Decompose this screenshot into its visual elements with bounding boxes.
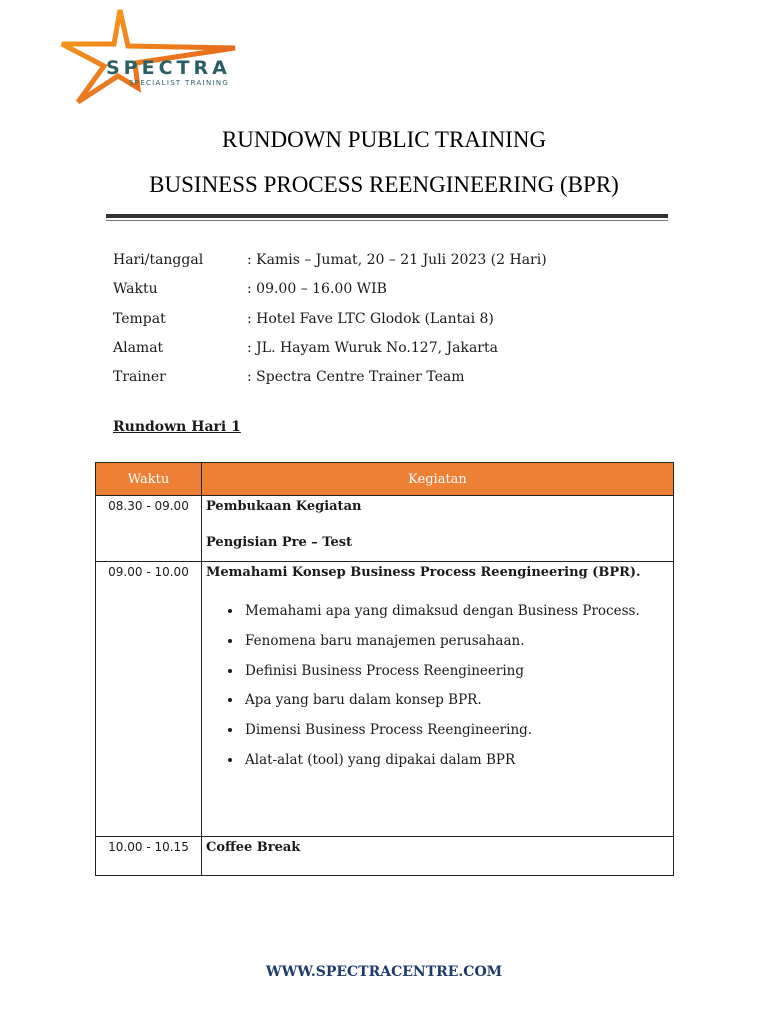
activity-title: Pembukaan Kegiatan [206,499,362,514]
list-item: • Definisi Business Process Reengineering [243,662,669,680]
info-value: : Hotel Fave LTC Glodok (Lantai 8) [247,310,494,327]
list-item: • Fenomena baru manajemen perusahaan. [243,632,669,650]
activity-cell [202,562,674,837]
info-value: : Spectra Centre Trainer Team [247,369,465,386]
info-label: Trainer [113,369,166,386]
page-subtitle: BUSINESS PROCESS REENGINEERING (BPR) [149,172,619,197]
list-item: • Alat-alat (tool) yang dipakai dalam BPR [243,751,669,769]
table-row [96,837,674,876]
activity-subtitle: Pengisian Pre – Test [206,535,353,550]
page-title: RUNDOWN PUBLIC TRAINING [221,127,547,152]
info-label: Hari/tanggal [113,252,204,268]
table-row [96,496,674,562]
rundown-table [95,462,674,876]
activity-cell [202,837,674,876]
info-value: : 09.00 – 16.00 WIB [247,281,387,298]
info-value: : JL. Hayam Wuruk No.127, Jakarta [247,339,498,356]
list-item: • Memahami apa yang dimaksud dengan Business Process. [243,602,669,620]
info-label: Tempat [113,310,166,327]
section-title: Rundown Hari 1 [113,419,241,435]
footer-website-link[interactable]: WWW.SPECTRACENTRE.COM [265,964,503,980]
info-label: Alamat [113,339,164,356]
info-label: Waktu [113,281,158,298]
column-header-activity: Kegiatan [202,463,674,496]
title-divider-thin [106,220,668,221]
star-logo-icon [60,8,240,104]
activity-cell [202,496,674,562]
logo-tagline: SPECIALIST TRAINING [129,79,230,87]
time-cell: 08.30 - 09.00 [96,496,202,562]
list-item: • Apa yang baru dalam konsep BPR. [243,691,669,709]
title-divider [106,214,668,218]
table-row [96,562,674,837]
time-cell: 10.00 - 10.15 [96,837,202,876]
table-header-row [96,463,674,496]
spectra-logo [60,8,240,104]
column-header-time: Waktu [96,463,202,496]
activity-title: Memahami Konsep Business Process Reengineering (BPR). [206,565,641,580]
logo-name: SPECTRA [106,57,231,79]
activity-title: Coffee Break [206,840,301,855]
time-cell: 09.00 - 10.00 [96,562,202,837]
list-item: • Dimensi Business Process Reengineering. [243,721,669,739]
activity-bullet-list [206,602,669,769]
info-value: : Kamis – Jumat, 20 – 21 Juli 2023 (2 Hari) [247,252,547,268]
